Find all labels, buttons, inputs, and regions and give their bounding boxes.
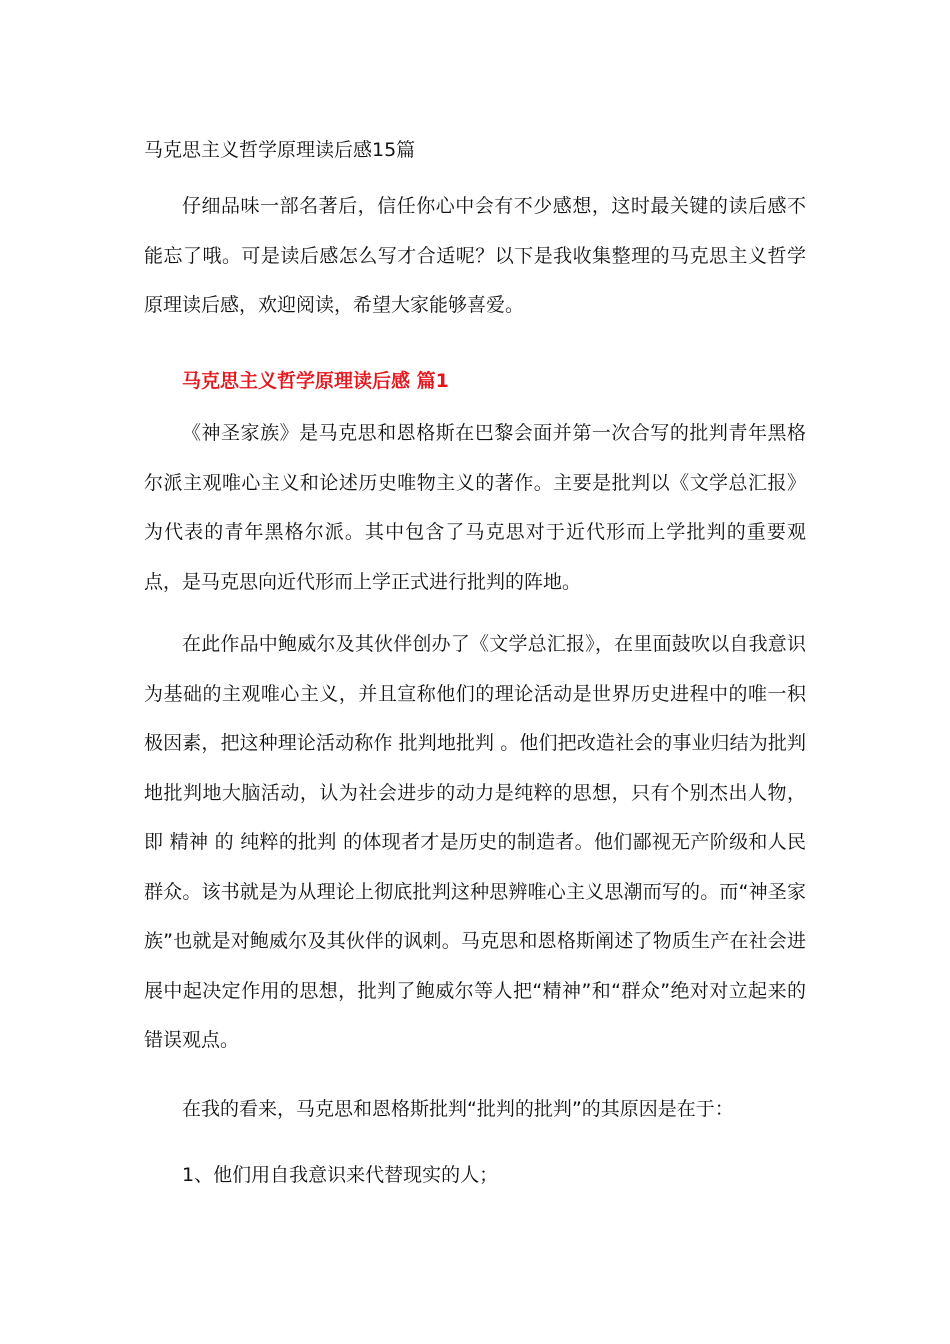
document-title: 马克思主义哲学原理读后感15篇 xyxy=(144,139,416,161)
body-paragraph: 《神圣家族》是马克思和恩格斯在巴黎会面并第一次合写的批判青年黑格尔派主观唯心主义和论述历史唯物主义的著作。主要是批判以《文学总汇报》为代表的青年黑格尔派。其中包含了马克思对于近代形而上学批判的重要观点，是马克思向近代形而上学正式进行批判的阵地。 xyxy=(144,422,806,593)
intro-paragraph: 仔细品味一部名著后，信任你心中会有不少感想，这时最关键的读后感不能忘了哦。可是读后感怎么写才合适呢？以下是我收集整理的马克思主义哲学原理读后感，欢迎阅读，希望大家能够喜爱。 xyxy=(144,195,806,316)
body-paragraph: 在我的看来，马克思和恩格斯批判“批判的批判”的其原因是在于： xyxy=(182,1098,734,1120)
list-item: 1、他们用自我意识来代替现实的人； xyxy=(182,1164,499,1186)
section-heading: 马克思主义哲学原理读后感 篇1 xyxy=(182,370,449,392)
body-paragraph: 在此作品中鲍威尔及其伙伴创办了《文学总汇报》，在里面鼓吹以自我意识为基础的主观唯心主义，并且宣称他们的理论活动是世界历史进程中的唯一积极因素，把这种理论活动称作 批判地批判 。他们把改造社会的事业归结为批判地批判地大脑活动，认为社会进步的动力是纯粹的思想，只有个别杰出人物，即 精神 的 纯粹的批判 的体现者才是历史的制造者。他们鄙视无产阶级和人民群众。该书就是为从理论上彻底批判这种思辨唯心主义思潮而写的。而“神圣家族”也就是对鲍威尔及其伙伴的讽刺。马克思和恩格斯阐述了物质生产在社会进展中起决定作用的思想，批判了鲍威尔等人把“精神”和“群众”绝对对立起来的错误观点。 xyxy=(144,633,806,1051)
